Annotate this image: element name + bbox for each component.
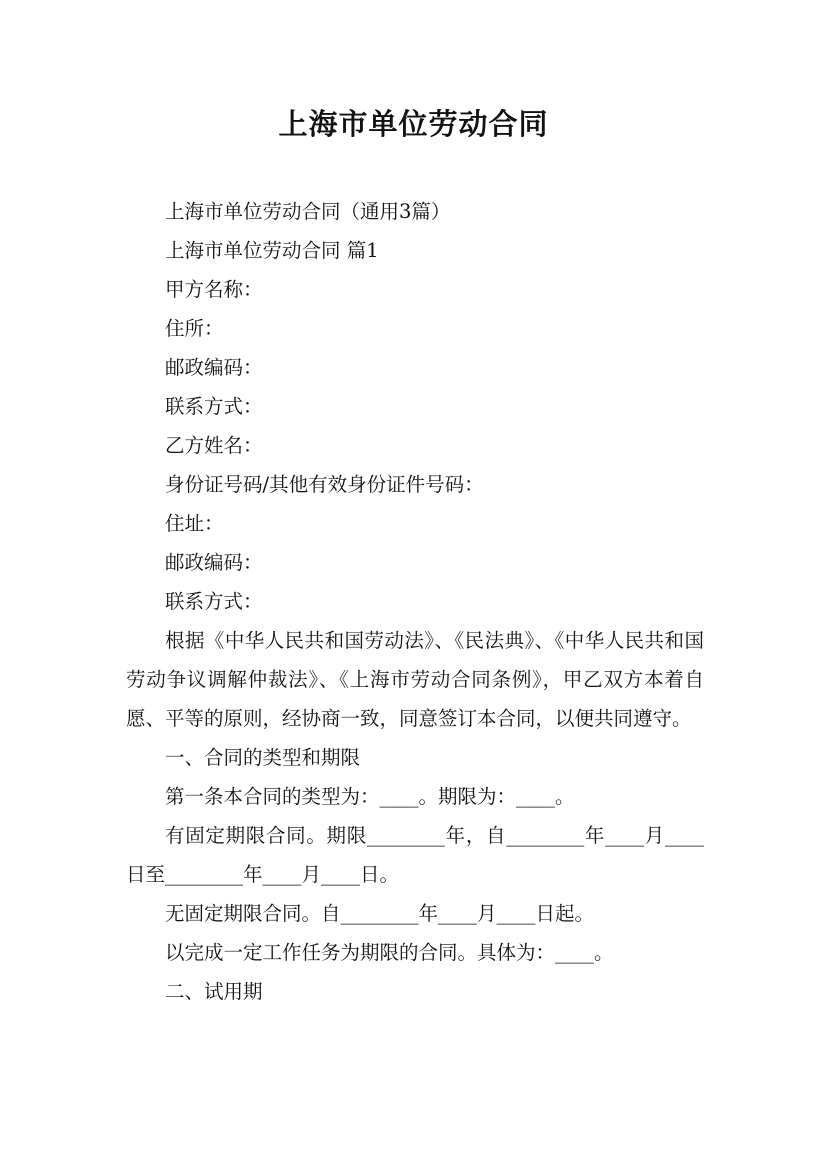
paragraph-party-b-id: 身份证号码/其他有效身份证件号码： (165, 473, 484, 496)
paragraph-party-a-contact: 联系方式： (165, 395, 263, 418)
paragraph-party-a-address: 住所： (165, 317, 224, 340)
paragraph-heading: 上海市单位劳动合同（通用3篇） (165, 200, 451, 223)
paragraph-party-b-name: 乙方姓名： (165, 434, 263, 457)
paragraph-open-ended: 无固定期限合同。自________年____月____日起。 (165, 902, 595, 925)
paragraph-section-1-heading: 一、合同的类型和期限 (165, 746, 361, 769)
paragraph-party-b-postcode: 邮政编码： (165, 551, 263, 574)
paragraph-party-b-contact: 联系方式： (165, 590, 263, 613)
paragraph-section-title: 上海市单位劳动合同 篇1 (165, 239, 379, 262)
paragraph-article-1: 第一条本合同的类型为：____。期限为：____。 (165, 785, 575, 808)
paragraph-task-based: 以完成一定工作任务为期限的合同。具体为：____。 (165, 941, 614, 964)
paragraph-party-b-address: 住址： (165, 512, 224, 535)
paragraph-section-2-heading: 二、试用期 (165, 980, 263, 1003)
paragraph-preamble: 根据《中华人民共和国劳动法》、《民法典》、《中华人民共和国劳动争议调解仲裁法》、《上海市劳动合同条例》，甲乙双方本着自愿、平等的原则，经协商一致，同意签订本合同，以便共同遵守。 (126, 629, 704, 730)
paragraph-fixed-term: 有固定期限合同。期限________年，自________年____月____日至________年____月____日。 (126, 824, 704, 886)
paragraph-party-a-name: 甲方名称： (165, 278, 263, 301)
document-title: 上海市单位劳动合同 (278, 107, 549, 141)
paragraph-party-a-postcode: 邮政编码： (165, 356, 263, 379)
document-body (126, 192, 704, 1011)
